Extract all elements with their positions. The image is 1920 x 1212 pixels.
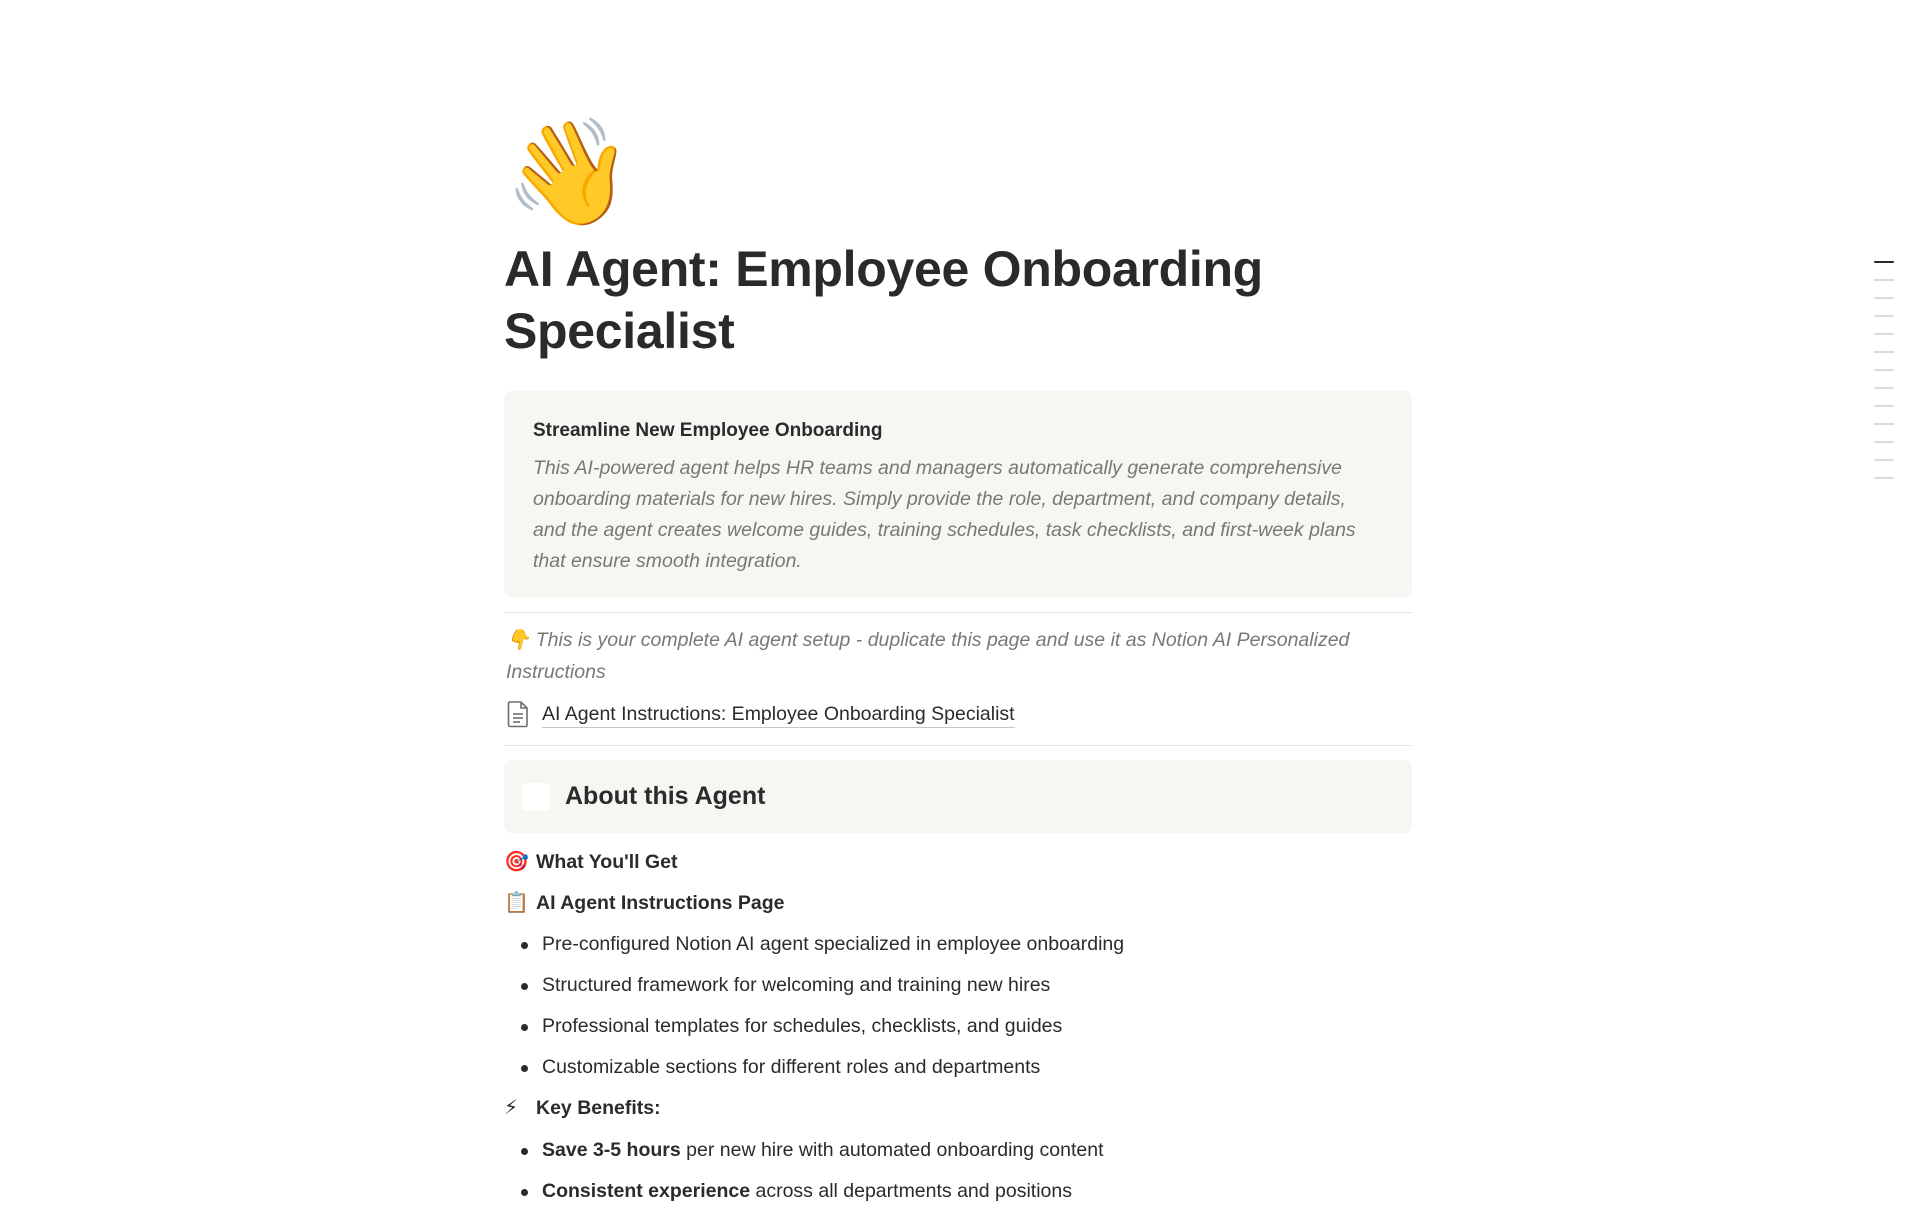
what-youll-get-heading xyxy=(504,847,678,877)
pointing-down-icon: 👇 xyxy=(506,629,531,651)
list-item: Pre-configured Notion AI agent specialized in employee onboarding xyxy=(516,924,1124,965)
about-agent-toggle[interactable] xyxy=(504,760,1412,833)
list-item: Professional templates for schedules, checklists, and guides xyxy=(516,1006,1124,1047)
toc-line[interactable] xyxy=(1874,261,1894,263)
benefit-bold: Consistent experience xyxy=(542,1180,751,1202)
toc-line[interactable] xyxy=(1874,423,1894,425)
toc-line[interactable] xyxy=(1874,315,1894,317)
toc-line[interactable] xyxy=(1874,387,1894,389)
setup-note-text: This is your complete AI agent setup - duplicate this page and use it as Notion AI Personalized Instructions xyxy=(506,629,1350,683)
instructions-page-link[interactable] xyxy=(506,699,1015,729)
list-item: Structured framework for welcoming and training new hires xyxy=(516,965,1124,1006)
key-benefits-heading xyxy=(504,1093,661,1123)
document-icon xyxy=(506,700,530,728)
key-benefits-label: Key Benefits: xyxy=(536,1097,661,1119)
clipboard-icon: 📋 xyxy=(504,892,529,914)
list-item xyxy=(516,1130,1104,1171)
what-youll-get-label: What You'll Get xyxy=(536,851,678,873)
divider xyxy=(504,612,1412,613)
callout-heading: Streamline New Employee Onboarding xyxy=(533,420,883,441)
toc-line[interactable] xyxy=(1874,279,1894,281)
list-item xyxy=(516,1171,1104,1212)
waving-hand-icon[interactable]: 👋 xyxy=(504,115,634,231)
toc-line[interactable] xyxy=(1874,405,1894,407)
setup-note xyxy=(506,624,1406,688)
instructions-page-list xyxy=(516,924,1124,1088)
toc-line[interactable] xyxy=(1874,459,1894,461)
target-icon: 🎯 xyxy=(504,851,529,873)
instructions-page-label: AI Agent Instructions Page xyxy=(536,892,785,914)
toc-line[interactable] xyxy=(1874,477,1894,479)
benefit-text: per new hire with automated onboarding content xyxy=(680,1139,1104,1161)
benefit-text: across all departments and positions xyxy=(750,1180,1072,1202)
list-item: Customizable sections for different roles and departments xyxy=(516,1047,1124,1088)
toggle-icon[interactable] xyxy=(522,783,550,811)
toc-line[interactable] xyxy=(1874,441,1894,443)
callout-block[interactable] xyxy=(504,391,1412,597)
toc-line[interactable] xyxy=(1874,369,1894,371)
instructions-page-link-label[interactable]: AI Agent Instructions: Employee Onboarding Specialist xyxy=(542,701,1015,728)
toc-line[interactable] xyxy=(1874,333,1894,335)
table-of-contents-minimap[interactable] xyxy=(1874,261,1896,495)
divider xyxy=(504,745,1412,746)
toc-line[interactable] xyxy=(1874,297,1894,299)
callout-body: This AI-powered agent helps HR teams and managers automatically generate comprehensive onboarding materials for new hires. Simply provide the role, department, and company details, and the agent creates welcome guides, training schedules, task checklists, and first-week plans that ensure smooth integration. xyxy=(533,457,1356,572)
toc-line[interactable] xyxy=(1874,351,1894,353)
instructions-page-heading xyxy=(504,888,784,918)
benefit-bold: Save 3-5 hours xyxy=(542,1139,681,1161)
lightning-icon: ⚡ xyxy=(504,1097,519,1119)
page-title[interactable]: AI Agent: Employee Onboarding Specialist xyxy=(504,241,1263,359)
about-agent-title: About this Agent xyxy=(565,782,766,810)
key-benefits-list xyxy=(516,1130,1104,1212)
